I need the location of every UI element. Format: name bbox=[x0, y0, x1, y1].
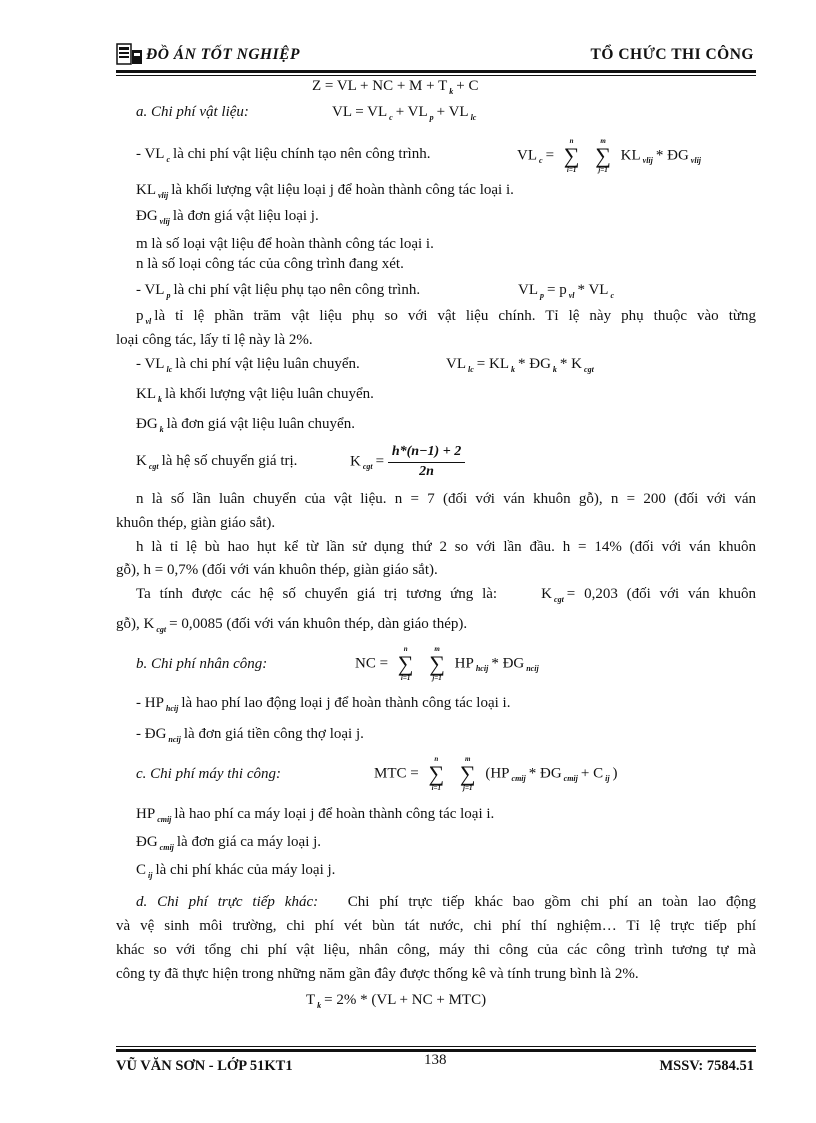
bullet-hp: - HP $_{hcij}$ là hao phí lao động loại j để hoàn thành công tác loại i. bbox=[136, 695, 511, 713]
formula-mtc: MTC = n ∑ i=1 m ∑ j=1 (HP $_{cmij}$ * ĐG $_{cmij}$ + C $_{ij}$ ) bbox=[374, 755, 618, 792]
header-rule bbox=[116, 70, 756, 73]
line-n: n là số loại công tác của công trình đang xét. bbox=[136, 256, 404, 272]
bullet-vllc: - VL $_{lc}$ là chi phí vật liệu luân chuyển. bbox=[136, 356, 360, 374]
paragraph-n-1: n là số lần luân chuyển của vật liệu. n = 7 (đối với ván khuôn gỗ), n = 200 (đối với ván bbox=[136, 491, 756, 507]
line-m: m là số loại vật liệu để hoàn thành công tác loại i. bbox=[136, 236, 434, 252]
paragraph-h-1: h là tỉ lệ bù hao hụt kể từ lần sử dụng thứ 2 so với lần đầu. h = 14% (đối với ván khuôn bbox=[136, 539, 756, 555]
formula-nc: NC = n ∑ i=1 m ∑ j=1 HP $_{hcij}$ * ĐG $_{ncij}$ bbox=[355, 645, 539, 682]
line-kl: KL $_{vlij}$ là khối lượng vật liệu loại j để hoàn thành công tác loại i. bbox=[136, 182, 514, 200]
line-cij: C $_{ij}$ là chi phí khác của máy loại j. bbox=[136, 862, 336, 880]
bullet-vlp: - VL $_p$ là chi phí vật liệu phụ tạo nên công trình. bbox=[136, 282, 421, 300]
paragraph-t-2: gỗ), K $_{cgt}$ = 0,0085 (đối với ván khuôn thép, dàn giáo thép). bbox=[116, 616, 468, 634]
formula-vl: VL = VL $_c$ + VL $_p$ + VL $_{lc}$ bbox=[332, 104, 477, 122]
formula-vllc: VL $_{lc}$ = KL $_k$ * ĐG $_k$ * K $_{cgt}$ bbox=[446, 356, 594, 374]
line-dg: ĐG $_{vlij}$ là đơn giá vật liệu loại j. bbox=[136, 208, 319, 226]
paragraph-t-1: Ta tính được các hệ số chuyển giá trị tương ứng là: K $_{cgt}$ = 0,203 (đối với ván khuôn bbox=[136, 586, 756, 604]
formula-kcgt: K $_{cgt}$ = $\frac{h*(n-1) + 2}{2n}$ bbox=[350, 444, 465, 480]
paragraph-pvl: p $_{vl}$ là tỉ lệ phần trăm vật liệu phụ so với vật liệu chính. Tỉ lệ này phụ thuộc vào từng bbox=[136, 308, 756, 326]
section-c-heading: c. Chi phí máy thi công: bbox=[136, 766, 281, 782]
paragraph-n-2: khuôn thép, giàn giáo sắt). bbox=[116, 515, 276, 531]
header-rule-thin bbox=[116, 75, 756, 76]
formula-vlc: VL $_c$ = n ∑ i=1 m ∑ j=1 KL $_{vlij}$ * ĐG $_{vlij}$ bbox=[517, 137, 702, 174]
line-hpcm: HP $_{cmij}$ là hao phí ca máy loại j để hoàn thành công tác loại i. bbox=[136, 806, 495, 824]
formula-vlp: VL $_p$ = p $_{vl}$ * VL $_c$ bbox=[518, 282, 615, 300]
section-b-heading: b. Chi phí nhân công: bbox=[136, 656, 268, 672]
bullet-dgnc: - ĐG $_{ncij}$ là đơn giá tiền công thợ loại j. bbox=[136, 726, 364, 744]
formula-tk: T $_k$ = 2% * (VL + NC + MTC) bbox=[306, 992, 487, 1010]
header-right-title: TỔ CHỨC THI CÔNG bbox=[590, 46, 754, 63]
paragraph-d-2: và vệ sinh môi trường, chi phí vét bùn tát nước, chi phí thí nghiệm… Tỉ lệ trực tiếp phí bbox=[116, 918, 756, 934]
footer-author: VŨ VĂN SƠN - LỚP 51KT1 bbox=[116, 1058, 293, 1074]
line-dgcm: ĐG $_{cmij}$ là đơn giá ca máy loại j. bbox=[136, 834, 322, 852]
formula-z: Z = VL + NC + M + T $_k$ + C bbox=[312, 78, 479, 96]
bullet-vlc: - VL $_c$ là chi phí vật liệu chính tạo nên công trình. bbox=[136, 146, 431, 164]
footer-rule bbox=[116, 1046, 756, 1047]
paragraph-d-3: khác so với tổng chi phí vật liệu, nhân công, máy thi công của các công trình tương tự mà bbox=[116, 942, 756, 958]
footer-student-id: MSSV: 7584.51 bbox=[659, 1058, 754, 1074]
line-kcgt: K $_{cgt}$ là hệ số chuyển giá trị. bbox=[136, 453, 298, 471]
line-dglc: ĐG $_k$ là đơn giá vật liệu luân chuyển. bbox=[136, 416, 355, 434]
paragraph-d-1: d. Chi phí trực tiếp khác: Chi phí trực tiếp khác bao gồm chi phí an toàn lao động bbox=[136, 894, 756, 910]
section-a-heading: a. Chi phí vật liệu: bbox=[136, 104, 249, 120]
header-left-title: ĐỒ ÁN TỐT NGHIỆP bbox=[146, 46, 300, 63]
paragraph-pvl-2: loại công tác, lấy tỉ lệ này là 2%. bbox=[116, 332, 313, 348]
line-kllc: KL $_k$ là khối lượng vật liệu luân chuyển. bbox=[136, 386, 374, 404]
paragraph-h-2: gỗ), h = 0,7% (đối với ván khuôn thép, giàn giáo sắt). bbox=[116, 562, 438, 578]
header-logo-icon bbox=[116, 42, 144, 66]
paragraph-d-4: công ty đã thực hiện trong những năm gần đây được thống kê và tính trung bình là 2%. bbox=[116, 966, 639, 982]
footer-page-number: 138 bbox=[424, 1052, 447, 1068]
